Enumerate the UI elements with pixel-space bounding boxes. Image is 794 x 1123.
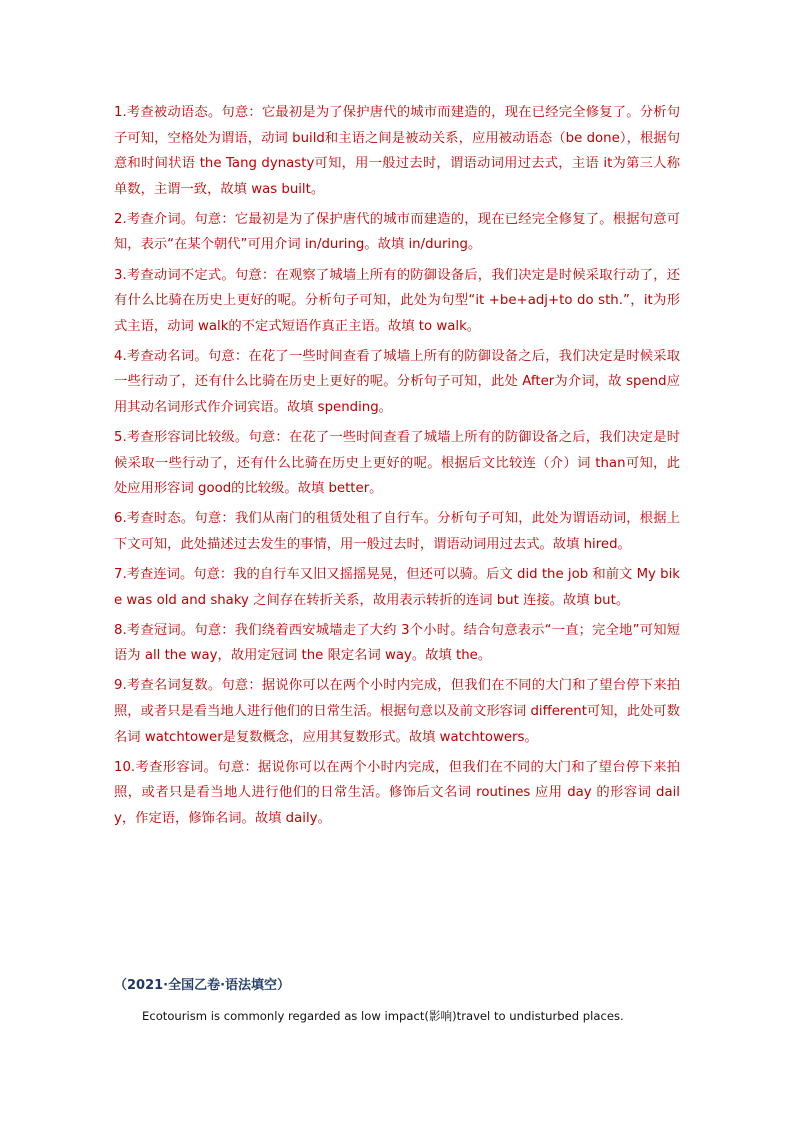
answer-explanation-10: 10.考查形容词。句意：据说你可以在两个小时内完成，但我们在不同的大门和了望台停下来拍照，或者只是看当地人进行他们的日常生活。修饰后文名词 routines 应用 day 的形容词 daily，作定语，修饰名词。故填 daily。: [114, 759, 680, 826]
answer-explanation-1: 1.考查被动语态。句意：它最初是为了保护唐代的城市而建造的，现在已经完全修复了。分析句子可知，空格处为谓语，动词 build和主语之间是被动关系，应用被动语态（be done），根据句意和时间状语 the Tang dynasty可知，用一般过去时，谓语动词用过去式，主语 it为第三人称单数，主谓一致，故填 was built。: [114, 105, 680, 197]
answer-explanation-2: 2.考查介词。句意：它最初是为了保护唐代的城市而建造的，现在已经完全修复了。根据句意可知，表示“在某个朝代”可用介词 in/during。故填 in/during。: [114, 211, 680, 253]
answer-explanation-7: 7.考查连词。句意：我的自行车又旧又摇摇晃晃，但还可以骑。后文 did the job 和前文 My bike was old and shaky 之间存在转折关系，故用表示转折的连词 but 连接。故填 but。: [114, 567, 680, 608]
answer-explanations: [114, 100, 680, 836]
answer-explanation-4: 4.考查动名词。句意：在花了一些时间查看了城墙上所有的防御设备之后，我们决定是时候采取一些行动了，还有什么比骑在历史上更好的呢。分析句子可知，此处 After为介词，故 spend应用其动名词形式作介词宾语。故填 spending。: [114, 348, 680, 416]
answer-explanation-9: 9.考查名词复数。句意：据说你可以在两个小时内完成，但我们在不同的大门和了望台停下来拍照，或者只是看当地人进行他们的日常生活。根据句意以及前文形容词 different可知，此处可数名词 watchtower是复数概念，应用其复数形式。故填 watchtowers。: [114, 678, 680, 745]
passage-text: Ecotourism is commonly regarded as low impact(影响)travel to undisturbed places.: [142, 1009, 624, 1023]
answer-explanation-6: 6.考查时态。句意：我们从南门的租赁处租了自行车。分析句子可知，此处为谓语动词，根据上下文可知，此处描述过去发生的事情，用一般过去时，谓语动词用过去式。故填 hired。: [114, 511, 680, 552]
answer-explanation-3: 3.考查动词不定式。句意：在观察了城墙上所有的防御设备后，我们决定是时候采取行动了，还有什么比骑在历史上更好的呢。分析句子可知，此处为句型“it +be+adj+to do sth.”，it为形式主语，动词 walk的不定式短语作真正主语。故填 to walk。: [114, 267, 680, 334]
section-title: （2021·全国乙卷·语法填空）: [114, 978, 291, 993]
answer-explanation-5: 5.考查形容词比较级。句意：在花了一些时间查看了城墙上所有的防御设备之后，我们决定是时候采取一些行动了，还有什么比骑在历史上更好的呢。根据后文比较连（介）词 than可知，此处应用形容词 good的比较级。故填 better。: [114, 430, 680, 497]
answer-explanation-8: 8.考查冠词。句意：我们绕着西安城墙走了大约 3个小时。结合句意表示“一直；完全地”可知短语为 all the way，故用定冠词 the 限定名词 way。故填 the。: [114, 622, 680, 664]
